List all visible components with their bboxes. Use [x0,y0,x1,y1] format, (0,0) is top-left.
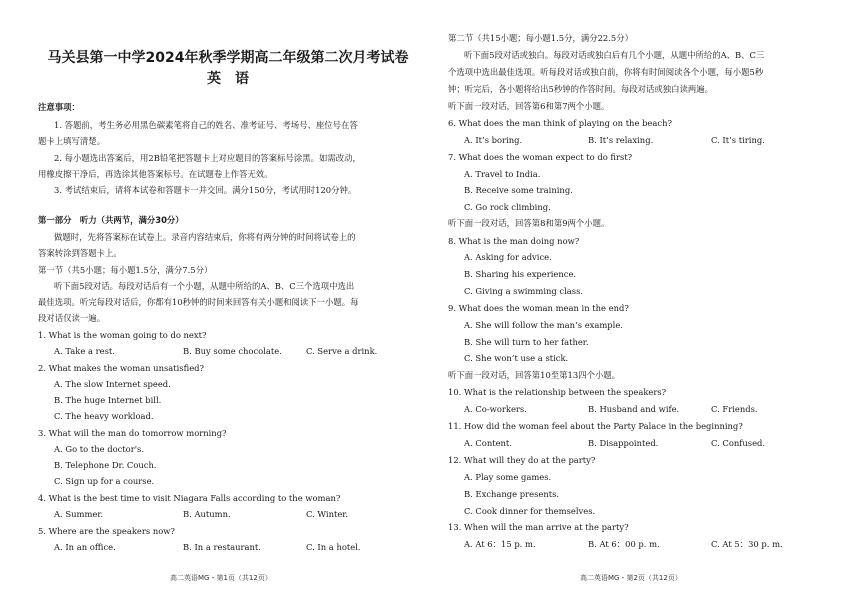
option-a: A. Content. [464,438,512,448]
option-b: B. The huge Internet bill. [54,395,162,405]
dialogue-instruction: 听下面一段对话，回答第10至第13四个小题。 [448,370,621,380]
option-a: A. Play some games. [464,472,552,482]
dialogue-instruction: 听下面一段对话，回答第6和第7两个小题。 [448,101,610,111]
section1-intro-line: 段对话仅读一遍。 [38,313,105,323]
option-b: B. Disappointed. [588,438,659,448]
option-b: B. She will turn to her father. [464,337,589,347]
option-b: B. In a restaurant. [183,542,261,552]
section1-intro-line: 听下面5段对话。每段对话后有一个小题，从题中所给的A、B、C三个选项中选出 [54,281,355,291]
option-c: C. Giving a swimming class. [464,286,584,296]
option-a: A. In an office. [54,542,116,552]
note-line: 用橡皮擦干净后，再选涂其他答案标号。在试题卷上作答无效。 [38,169,273,179]
question-13: 13. When will the man arrive at the party? [448,522,629,532]
part1-heading: 第一部分 听力（共两节，满分30分） [38,215,184,225]
note-line: 题卡上填写清楚。 [38,136,105,146]
question-5: 5. Where are the speakers now? [38,526,175,536]
option-a: A. At 6：15 p. m. [464,539,536,549]
section1-heading: 第一节（共5小题；每小题1.5分，满分7.5分） [38,265,213,275]
question-1: 1. What is the woman going to do next? [38,330,207,340]
option-a: A. Summer. [54,509,104,519]
option-b: B. Autumn. [183,509,231,519]
question-2: 2. What makes the woman unsatisfied? [38,363,204,373]
note-line: 1. 答题前，考生务必用黑色碳素笔将自己的姓名、准考证号、考场号、座位号在答 [54,120,358,130]
option-b: B. Receive some training. [464,185,573,195]
page-footer: 高二英语MG・第2页（共12页） [580,574,682,582]
option-b: B. Husband and wife. [588,404,680,414]
question-10: 10. What is the relationship between the speakers? [448,387,667,397]
question-8: 8. What is the man doing now? [448,236,580,246]
option-a: A. Go to the doctor's. [54,444,144,454]
option-a: A. Travel to India. [464,169,541,179]
section2-intro-line: 听下面5段对话或独白。每段对话或独白后有几个小题，从题中所给的A、B、C三 [464,50,765,60]
section1-intro-line: 最佳选项。听完每段对话后，你都有10秒钟的时间来回答有关小题和阅读下一小题。每 [38,297,359,307]
question-11: 11. How did the woman feel about the Party Palace in the beginning? [448,421,743,431]
section2-intro-line: 钟；听完后，各小题将给出5秒钟的作答时间。每段对话或独白读两遍。 [448,84,713,94]
option-a: A. The slow Internet speed. [54,379,171,389]
option-b: B. Buy some chocolate. [183,346,282,356]
section2-heading: 第二节（共15小题；每小题1.5分，满分22.5分） [448,33,633,43]
question-7: 7. What does the woman expect to do first? [448,152,633,162]
question-9: 9. What does the woman mean in the end? [448,303,629,313]
part1-intro-line: 答案转涂到答题卡上。 [38,248,122,258]
question-12: 12. What will they do at the party? [448,455,596,465]
part1-intro-line: 做题时，先将答案标在试卷上。录音内容结束后，你将有两分钟的时间将试卷上的 [54,232,356,242]
option-c: C. It’s tiring. [711,135,765,145]
option-b: B. It’s relaxing. [588,135,654,145]
question-3: 3. What will the man do tomorrow morning? [38,428,227,438]
option-c: C. In a hotel. [306,542,361,552]
exam-title: 马关县第一中学2024年秋季学期高二年级第二次月考试卷 [47,50,409,66]
option-c: C. Sign up for a course. [54,476,155,486]
option-c: C. At 5：30 p. m. [711,539,783,549]
option-c: C. The heavy workload. [54,411,154,421]
option-c: C. Confused. [711,438,766,448]
option-c: C. Cook dinner for themselves. [464,506,596,516]
option-c: C. She won’t use a stick. [464,353,569,363]
question-4: 4. What is the best time to visit Niagara Falls according to the woman? [38,493,341,503]
notes-heading: 注意事项： [38,102,80,112]
question-6: 6. What does the man think of playing on the beach? [448,118,672,128]
option-c: C. Serve a drink. [306,346,378,356]
note-line: 2. 每小题选出答案后，用2B铅笔把答题卡上对应题目的答案标号涂黑。如需改动， [54,153,361,163]
dialogue-instruction: 听下面一段对话，回答第8和第9两个小题。 [448,218,610,228]
section2-intro-line: 个选项中选出最佳选项。听每段对话或独白前，你将有时间阅读各个小题，每小题5秒 [448,67,764,77]
page-footer: 高二英语MG・第1页（共12页） [170,574,272,582]
option-c: C. Go rock climbing. [464,202,551,212]
option-a: A. Take a rest. [54,346,115,356]
option-a: A. She will follow the man’s example. [464,320,623,330]
exam-subject: 英 语 [207,71,249,87]
option-b: B. At 6：00 p. m. [588,539,660,549]
option-c: C. Winter. [306,509,349,519]
option-a: A. Co-workers. [464,404,527,414]
option-a: A. It’s boring. [464,135,523,145]
option-a: A. Asking for advice. [464,252,552,262]
option-b: B. Sharing his experience. [464,269,577,279]
note-line: 3. 考试结束后，请将本试卷和答题卡一并交回。满分150分，考试用时120分钟。 [54,185,357,195]
option-b: B. Telephone Dr. Couch. [54,460,157,470]
option-c: C. Friends. [711,404,758,414]
option-b: B. Exchange presents. [464,489,560,499]
